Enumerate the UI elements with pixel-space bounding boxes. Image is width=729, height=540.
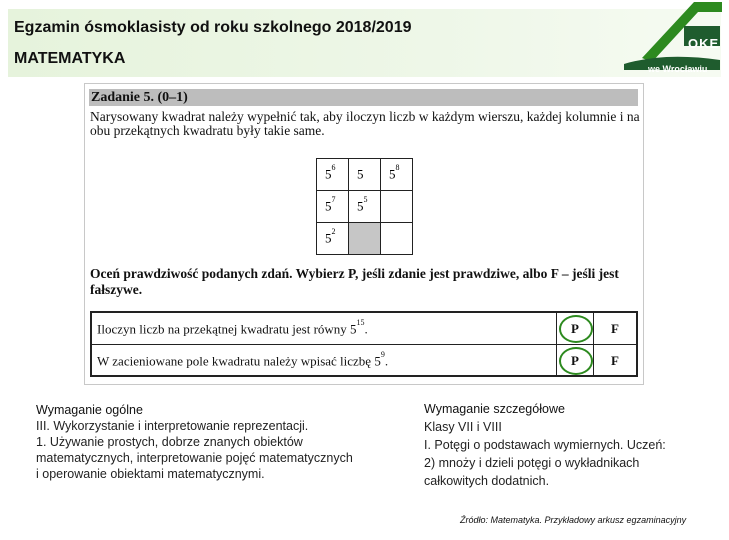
answer-f-option[interactable]: F [611, 353, 619, 368]
general-requirement-title: Wymaganie ogólne [36, 403, 143, 417]
detailed-requirement [424, 400, 714, 490]
statement-text: Iloczyn liczb na przekątnej kwadratu jest równy $5^{15}$. [97, 318, 368, 337]
grid-cell: $5^2$ [317, 223, 349, 255]
source-note: Źródło: Matematyka. Przykładowy arkusz egzaminacyjny [460, 515, 687, 525]
grid-cell [381, 191, 413, 223]
grid-row [317, 191, 413, 223]
general-requirement-line: i operowanie obiektami matematycznymi. [36, 467, 265, 481]
detailed-requirement-line: Klasy VII i VIII [424, 420, 502, 434]
true-false-table [90, 311, 638, 377]
general-requirement [36, 402, 401, 482]
grid-cell: $5^8$ [381, 159, 413, 191]
answer-f-option[interactable]: F [611, 321, 619, 336]
grid-cell: $5^7$ [317, 191, 349, 223]
general-requirement-line: III. Wykorzystanie i interpretowanie reprezentacji. [36, 419, 309, 433]
magic-square-grid [316, 158, 413, 255]
grid-cell: $5^5$ [349, 191, 381, 223]
grid-cell: $5^6$ [317, 159, 349, 191]
exam-title: Egzamin ósmoklasisty od roku szkolnego 2018/2019 [14, 19, 412, 36]
general-requirement-line: matematycznych, interpretowanie pojęć matematycznych [36, 451, 353, 465]
general-requirement-line: 1. Używanie prostych, dobrze znanych obiektów [36, 435, 303, 449]
subject-title: MATEMATYKA [14, 50, 126, 67]
task-text: Narysowany kwadrat należy wypełnić tak, aby iloczyn liczb w każdym wierszu, każdej kolumnie i na obu przekątnych kwadratu były takie same. [90, 109, 640, 138]
logo-text-city: we Wrocławiu [648, 64, 708, 74]
grid-cell [381, 223, 413, 255]
statement-row [92, 345, 636, 376]
task-instruction: Oceń prawdziwość podanych zdań. Wybierz P, jeśli zdanie jest prawdziwe, albo F – jeśli jest fałszywe. [90, 266, 619, 297]
statement-row [92, 313, 636, 345]
grid-row [317, 223, 413, 255]
task-heading: Zadanie 5. (0–1) [89, 89, 638, 106]
grid-cell: 5 [349, 159, 381, 191]
oke-logo-icon [614, 0, 724, 70]
detailed-requirement-title: Wymaganie szczegółowe [424, 402, 565, 416]
logo-text-oke: OKE [688, 36, 720, 51]
grid-row [317, 159, 413, 191]
answer-p-option[interactable]: P [556, 345, 594, 376]
statement-text: W zacieniowane pole kwadratu należy wpisać liczbę $5^9$. [97, 350, 389, 369]
detailed-requirement-line: I. Potęgi o podstawach wymiernych. Uczeń: [424, 438, 666, 452]
answer-p-option[interactable]: P [556, 313, 594, 344]
detailed-requirement-line: całkowitych dodatnich. [424, 474, 550, 488]
detailed-requirement-line: 2) mnoży i dzieli potęgi o wykładnikach [424, 456, 640, 470]
shaded-grid-cell [349, 223, 381, 255]
